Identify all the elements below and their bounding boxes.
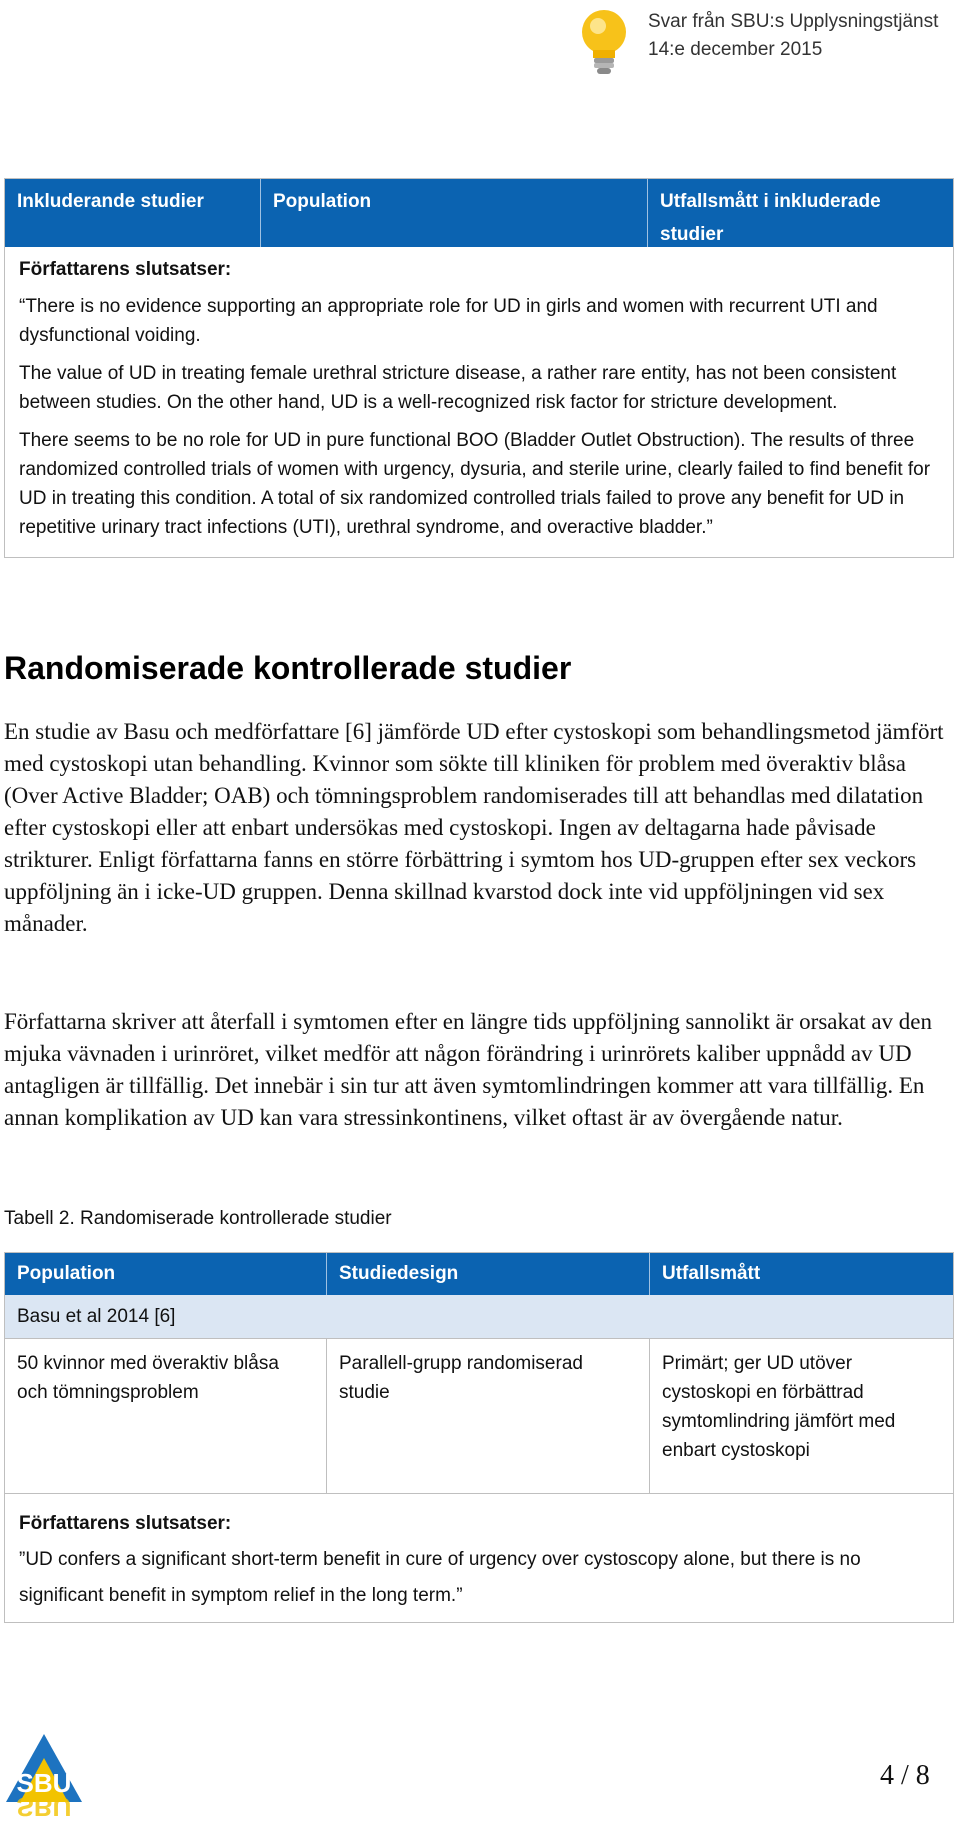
population-cell: 50 kvinnor med överaktiv blåsa och tömningsproblem bbox=[5, 1339, 327, 1493]
conclusion-paragraph: “There is no evidence supporting an appropriate role for UD in girls and women with recurrent UTI and dysfunctional voiding. bbox=[19, 296, 878, 346]
included-studies-table bbox=[4, 178, 954, 558]
header-line-2: 14:e december 2015 bbox=[648, 39, 823, 60]
column-header: Population bbox=[261, 179, 648, 247]
study-row: Basu et al 2014 [6] bbox=[5, 1295, 953, 1339]
column-header: Population bbox=[5, 1253, 327, 1295]
page-number: 4 / 8 bbox=[880, 1760, 930, 1791]
body-paragraph: Författarna skriver att återfall i symtomen efter en längre tids uppföljning sannolikt är orsakat av den mjuka vävnaden i urinröret, vilket medför att någon förändring i urinrörets kaliber uppnådd av UD antagligen är tillfällig. Det innebär i sin tur att även symtomlindringen kommer att vara tillfällig. En annan komplikation av UD kan vara stressinkontinens, vilket oftast är av övergående natur. bbox=[4, 1009, 933, 1130]
column-header: Studiedesign bbox=[327, 1253, 650, 1295]
header-line-1: Svar från SBU:s Upplysningstjänst bbox=[648, 11, 939, 32]
conclusions-label: Författarens slutsatser: bbox=[19, 1513, 232, 1534]
table-row bbox=[5, 1339, 953, 1494]
rct-table bbox=[4, 1252, 954, 1623]
table-caption: Tabell 2. Randomiserade kontrollerade studier bbox=[4, 1208, 392, 1229]
conclusions-cell bbox=[5, 1494, 953, 1622]
column-header: Utfallsmått bbox=[662, 1263, 761, 1284]
sbu-logo bbox=[4, 1730, 84, 1830]
conclusion-paragraph: The value of UD in treating female urethral stricture disease, a rather rare entity, has not been consistent between studies. On the other hand, UD is a well-recognized risk factor for stricture development. bbox=[19, 363, 897, 413]
section-heading: Randomiserade kontrollerade studier bbox=[4, 650, 572, 686]
lightbulb-icon bbox=[576, 6, 632, 78]
body-paragraph: En studie av Basu och medförfattare [6] jämförde UD efter cystoskopi som behandlingsmetod jämfört med cystoskopi utan behandling. Kvinnor som sökte till kliniken för problem med överaktiv blåsa (Over Active Bladder; OAB) och tömningsproblem randomiserades till att behandlas med dilatation efter cystoskopi eller att enbart undersökas med cystoskopi. Ingen av deltagarna hade påvisade strikturer. Enligt författarna fanns en större förbättring i symtom hos UD-gruppen efter sex veckors uppföljning än i icke-UD gruppen. Denna skillnad kvarstod dock inte vid uppföljningen vid sex månader. bbox=[4, 719, 944, 936]
svg-text:SBU: SBU bbox=[16, 1792, 72, 1822]
conclusions-label: Författarens slutsatser: bbox=[19, 259, 232, 280]
conclusion-paragraph: There seems to be no role for UD in pure functional BOO (Bladder Outlet Obstruction). The results of three randomized controlled trials of women with urgency, dysuria, and sterile urine, clearly failed to find benefit for UD in treating this condition. A total of six randomized controlled trials failed to prove any benefit for UD in repetitive urinary tract infections (UTI), urethral syndrome, and overactive bladder.” bbox=[19, 430, 931, 538]
conclusion-text: ”UD confers a significant short-term benefit in cure of urgency over cystoscopy alone, but there is no significant benefit in symptom relief in the long term.” bbox=[19, 1549, 861, 1606]
conclusions-cell bbox=[5, 247, 953, 557]
table-header-row bbox=[5, 1253, 953, 1295]
table-header-row bbox=[5, 179, 953, 247]
outcome-cell: Primärt; ger UD utöver cystoskopi en förbättrad symtomlindring jämfört med enbart cystoskopi bbox=[662, 1353, 896, 1461]
logo-text: SBU bbox=[16, 1768, 72, 1798]
column-header: Utfallsmått i inkluderade studier bbox=[660, 191, 881, 245]
column-header: Inkluderande studier bbox=[5, 179, 261, 247]
design-cell: Parallell-grupp randomiserad studie bbox=[327, 1339, 650, 1493]
header-text bbox=[648, 8, 938, 64]
